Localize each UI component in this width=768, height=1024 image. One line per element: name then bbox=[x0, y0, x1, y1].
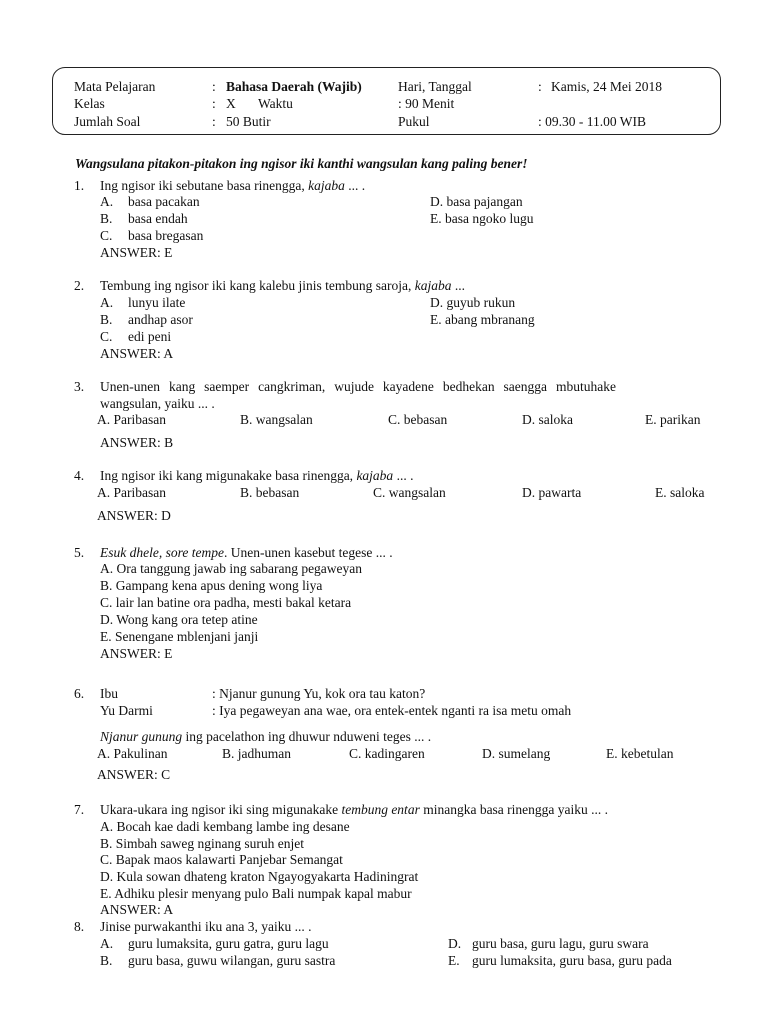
colon: : bbox=[212, 79, 216, 94]
subject-value: Bahasa Daerah (Wajib) bbox=[226, 79, 362, 94]
option-d: guru basa, guru lagu, guru swara bbox=[472, 936, 649, 951]
question-text: Ing ngisor iki sebutane basa rinengga, kajaba ... . bbox=[100, 178, 366, 193]
option-a: A. Paribasan bbox=[97, 412, 166, 427]
option-label: A. bbox=[100, 936, 114, 951]
hour-value: : 09.30 - 11.00 WIB bbox=[538, 114, 646, 129]
option-c: basa bregasan bbox=[128, 228, 204, 243]
question-text: Tembung ing ngisor iki kang kalebu jinis tembung saroja, kajaba ... bbox=[100, 278, 466, 293]
option-e: E. basa ngoko lugu bbox=[430, 211, 534, 226]
question-text-line-1: Unen-unen kang saemper cangkriman, wujude kayadene bedhekan saengga mbutuhake bbox=[100, 379, 616, 394]
option-label: B. bbox=[100, 211, 113, 226]
option-c: edi peni bbox=[128, 329, 172, 344]
dialog-speaker: Yu Darmi bbox=[100, 703, 153, 718]
question-number: 2. bbox=[74, 278, 85, 293]
question-text: Ukara-ukara ing ngisor iki sing migunakake tembung entar minangka basa rinengga yaiku ... . bbox=[100, 802, 609, 817]
option-a: A. Paribasan bbox=[97, 485, 166, 500]
option-b: B. jadhuman bbox=[222, 746, 291, 761]
question-number: 6. bbox=[74, 686, 85, 701]
option-label: D. bbox=[448, 936, 462, 951]
option-a: guru lumaksita, guru gatra, guru lagu bbox=[128, 936, 329, 951]
option-a: A. Ora tanggung jawab ing sabarang pegaweyan bbox=[100, 561, 363, 576]
option-d: D. basa pajangan bbox=[430, 194, 523, 209]
option-c: C. kadingaren bbox=[349, 746, 425, 761]
dialog-speaker: Ibu bbox=[100, 686, 118, 701]
option-d: D. Wong kang ora tetep atine bbox=[100, 612, 258, 627]
hour-label: Pukul bbox=[398, 114, 430, 129]
option-b: andhap asor bbox=[128, 312, 193, 327]
option-d: D. saloka bbox=[522, 412, 573, 427]
question-number: 4. bbox=[74, 468, 85, 483]
option-c: C. lair lan batine ora padha, mesti bakal ketara bbox=[100, 595, 352, 610]
option-label: C. bbox=[100, 329, 113, 344]
option-a: lunyu ilate bbox=[128, 295, 186, 310]
dialog-line: : Iya pegaweyan ana wae, ora entek-entek nganti ra isa metu omah bbox=[212, 703, 572, 718]
answer: ANSWER: D bbox=[97, 508, 171, 523]
option-label: A. bbox=[100, 194, 114, 209]
dialog-line: : Njanur gunung Yu, kok ora tau katon? bbox=[212, 686, 426, 701]
option-a: A. Pakulinan bbox=[97, 746, 168, 761]
time-value: : 90 Menit bbox=[398, 96, 455, 111]
option-e: E. kebetulan bbox=[606, 746, 674, 761]
day-label: Hari, Tanggal bbox=[398, 79, 472, 94]
option-e: guru lumaksita, guru basa, guru pada bbox=[472, 953, 672, 968]
option-e: E. Senengane mblenjani janji bbox=[100, 629, 259, 644]
option-b: B. Gampang kena apus dening wong liya bbox=[100, 578, 323, 593]
option-b: guru basa, guwu wilangan, guru sastra bbox=[128, 953, 336, 968]
option-c: C. Bapak maos kalawarti Panjebar Semangat bbox=[100, 852, 343, 867]
option-label: C. bbox=[100, 228, 113, 243]
question-number: 7. bbox=[74, 802, 85, 817]
option-a: A. Bocah kae dadi kembang lambe ing desane bbox=[100, 819, 350, 834]
day-value: Kamis, 24 Mei 2018 bbox=[551, 79, 662, 94]
question-text: Esuk dhele, sore tempe. Unen-unen kasebut tegese ... . bbox=[100, 545, 393, 560]
instruction: Wangsulana pitakon-pitakon ing ngisor iki kanthi wangsulan kang paling bener! bbox=[75, 156, 528, 171]
answer: ANSWER: B bbox=[100, 435, 174, 450]
question-text-line-2: wangsulan, yaiku ... . bbox=[100, 396, 215, 411]
colon: : bbox=[538, 79, 542, 94]
question-number: 1. bbox=[74, 178, 85, 193]
option-e: E. Adhiku plesir menyang pulo Bali numpak kapal mabur bbox=[100, 886, 412, 901]
option-e: E. abang mbranang bbox=[430, 312, 535, 327]
colon: : bbox=[212, 114, 216, 129]
option-b: B. wangsalan bbox=[240, 412, 313, 427]
option-c: C. wangsalan bbox=[373, 485, 446, 500]
answer: ANSWER: A bbox=[100, 902, 174, 917]
question-text: Jinise purwakanthi iku ana 3, yaiku ... . bbox=[100, 919, 312, 934]
option-e: E. parikan bbox=[645, 412, 701, 427]
option-b: B. bebasan bbox=[240, 485, 300, 500]
option-d: D. Kula sowan dhateng kraton Ngayogyakarta Hadiningrat bbox=[100, 869, 419, 884]
question-text: Njanur gunung ing pacelathon ing dhuwur nduweni teges ... . bbox=[100, 729, 432, 744]
option-label: E. bbox=[448, 953, 460, 968]
class-value: X bbox=[226, 96, 236, 111]
class-label: Kelas bbox=[74, 96, 105, 111]
option-label: A. bbox=[100, 295, 114, 310]
option-d: D. pawarta bbox=[522, 485, 582, 500]
option-label: B. bbox=[100, 312, 113, 327]
answer: ANSWER: A bbox=[100, 346, 174, 361]
option-e: E. saloka bbox=[655, 485, 705, 500]
count-label: Jumlah Soal bbox=[74, 114, 141, 129]
answer: ANSWER: E bbox=[100, 646, 173, 661]
question-number: 3. bbox=[74, 379, 85, 394]
time-label: Waktu bbox=[258, 96, 293, 111]
option-d: D. sumelang bbox=[482, 746, 551, 761]
question-number: 8. bbox=[74, 919, 85, 934]
option-c: C. bebasan bbox=[388, 412, 448, 427]
option-a: basa pacakan bbox=[128, 194, 200, 209]
answer: ANSWER: E bbox=[100, 245, 173, 260]
option-b: basa endah bbox=[128, 211, 188, 226]
subject-label: Mata Pelajaran bbox=[74, 79, 156, 94]
count-value: 50 Butir bbox=[226, 114, 271, 129]
colon: : bbox=[212, 96, 216, 111]
option-d: D. guyub rukun bbox=[430, 295, 516, 310]
option-label: B. bbox=[100, 953, 113, 968]
question-text: Ing ngisor iki kang migunakake basa rinengga, kajaba ... . bbox=[100, 468, 414, 483]
answer: ANSWER: C bbox=[97, 767, 171, 782]
option-b: B. Simbah saweg nginang suruh enjet bbox=[100, 836, 304, 851]
question-number: 5. bbox=[74, 545, 85, 560]
